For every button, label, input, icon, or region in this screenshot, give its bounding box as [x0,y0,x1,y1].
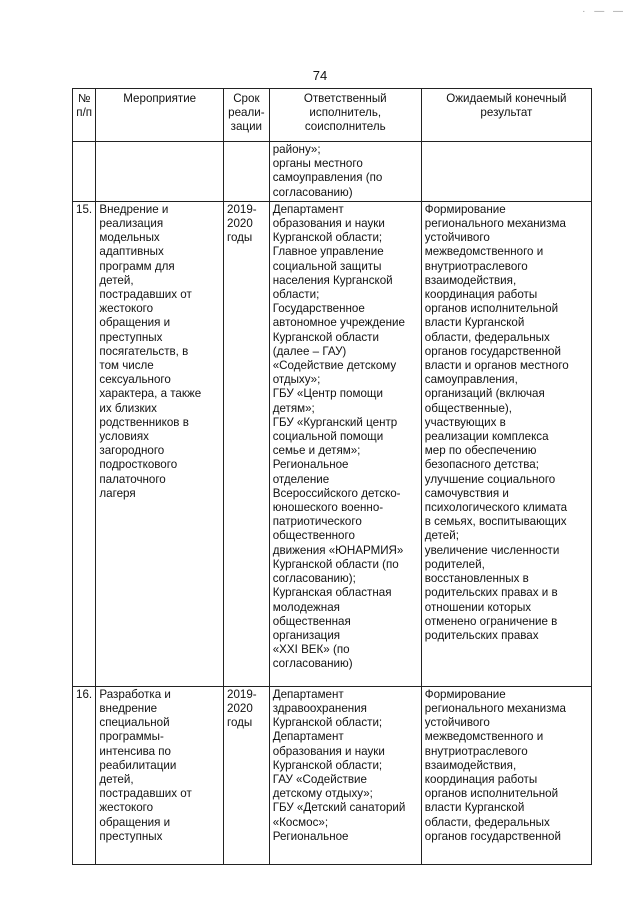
table-row [73,201,592,686]
row-result: Формирование регионального механизма устойчивого межведомственного и внутриотраслевого взаимодействия, координация работы органов исполнительной власти Курганской области, федеральных органов государственной [421,686,591,864]
row-event [96,142,224,202]
row-event: Внедрение и реализация модельных адаптивных программ для детей, пострадавших от жестокого обращения и преступных посягательств, в том числе сексуального характера, а также их близких родственников в условиях загородного подросткового палаточного лагеря [96,201,224,686]
header-term: Срок реали- зации [224,89,270,142]
table-row [73,686,592,864]
row-number [73,142,96,202]
row-result [421,142,591,202]
events-table [72,88,592,865]
page-number: 74 [312,68,328,83]
row-term: 2019- 2020 годы [224,201,270,686]
header-responsible: Ответственный исполнитель, соисполнитель [269,89,421,142]
row-responsible: Департамент образования и науки Курганской области; Главное управление социальной защиты населения Курганской области; Государственное автономное учреждение Курганской области (далее – ГАУ) «Содействие детскому отдыху»; ГБУ «Центр помощи детям»; ГБУ «Курганский центр социальной помощи семье и детям»; Региональное отделение Всероссийского детско- юношеского военно- патриотического общественного движения «ЮНАРМИЯ» Курганской области (по согласованию); Курганская областная молодежная общественная организация «XXI ВЕК» (по согласованию) [269,201,421,686]
corner-marks: · — — [582,6,626,17]
table-row [73,142,592,202]
table-header-row [73,89,592,142]
row-event: Разработка и внедрение специальной программы- интенсива по реабилитации детей, пострадавших от жестокого обращения и преступных [96,686,224,864]
row-term: 2019- 2020 годы [224,686,270,864]
row-number: 16. [73,686,96,864]
header-event: Мероприятие [96,89,224,142]
header-number: № п/п [73,89,96,142]
row-number: 15. [73,201,96,686]
row-term [224,142,270,202]
row-result: Формирование регионального механизма устойчивого межведомственного и внутриотраслевого взаимодействия, координация работы органов исполнительной власти Курганской области, федеральных органов государственной власти и органов местного самоуправления, организаций (включая общественные), участвующих в реализации комплекса мер по обеспечению безопасного детства; улучшение социального самочувствия и психологического климата в семьях, воспитывающих детей; увеличение численности родителей, восстановленных в родительских правах и в отношении которых отменено ограничение в родительских правах [421,201,591,686]
row-responsible: району»; органы местного самоуправления (по согласованию) [269,142,421,202]
row-responsible: Департамент здравоохранения Курганской области; Департамент образования и науки Курганской области; ГАУ «Содействие детскому отдыху»; ГБУ «Детский санаторий «Космос»; Региональное [269,686,421,864]
header-result: Ожидаемый конечный результат [421,89,591,142]
